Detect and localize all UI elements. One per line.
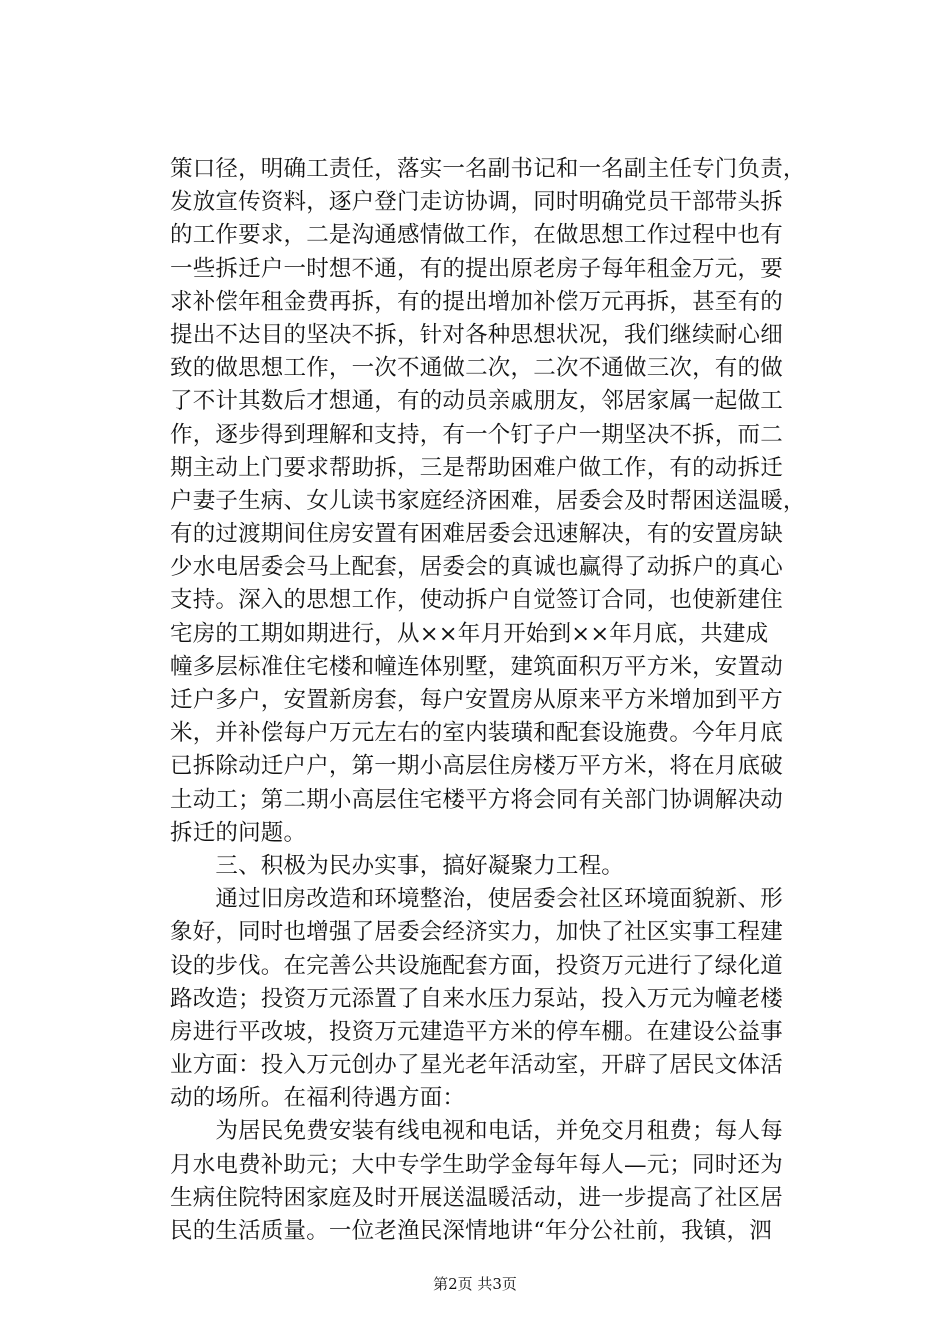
text-line: 期主动上门要求帮助拆，三是帮助困难户做工作，有的动拆迁 <box>170 454 783 481</box>
text-line: 米，并补偿每户万元左右的室内装璜和配套设施费。今年月底 <box>170 720 783 747</box>
text-line: 迁户多户，安置新房套，每户安置房从原来平方米增加到平方 <box>170 687 783 713</box>
text-line: 了不计其数后才想通，有的动员亲戚朋友，邻居家属一起做工 <box>170 388 783 415</box>
text-line: 致的做思想工作，一次不通做二次，二次不通做三次，有的做 <box>170 355 783 382</box>
text-line: 为居民免费安装有线电视和电话，并免交月租费；每人每 <box>170 1118 783 1145</box>
text-line: 的工作要求，二是沟通感情做工作，在做思想工作过程中也有 <box>170 222 783 249</box>
text-line: 路改造；投资万元添置了自来水压力泵站，投入万元为幢老楼 <box>170 985 783 1012</box>
text-line: 已拆除动迁户户，第一期小高层住房楼万平方米，将在月底破 <box>170 753 783 780</box>
text-line: 生病住院特困家庭及时开展送温暖活动，进一步提高了社区居 <box>170 1184 783 1211</box>
text-line: 有的过渡期间住房安置有困难居委会迅速解决，有的安置房缺 <box>170 521 783 548</box>
text-line: 一些拆迁户一时想不通，有的提出原老房子每年租金万元，要 <box>170 255 783 282</box>
text-line: 作，逐步得到理解和支持，有一个钉子户一期坚决不拆，而二 <box>170 421 783 448</box>
text-line: 拆迁的问题。 <box>170 819 307 846</box>
text-line: 求补偿年租金费再拆，有的提出增加补偿万元再拆，甚至有的 <box>170 288 783 315</box>
text-line: 业方面：投入万元创办了星光老年活动室，开辟了居民文体活 <box>170 1052 783 1079</box>
text-line: 少水电居委会马上配套，居委会的真诚也赢得了动拆户的真心 <box>170 554 783 581</box>
text-line: 策口径，明确工责任，落实一名副书记和一名副主任专门负责， <box>170 156 806 182</box>
text-line: 宅房的工期如期进行，从××年月开始到××年月底，共建成 <box>170 620 769 647</box>
text-line: 户妻子生病、女儿读书家庭经济困难，居委会及时帮困送温暖， <box>170 487 806 514</box>
text-line: 三、积极为民办实事，搞好凝聚力工程。 <box>170 852 625 879</box>
text-line: 提出不达目的坚决不拆，针对各种思想状况，我们继续耐心细 <box>170 321 783 348</box>
page-footer: 第2页 共3页 <box>433 1275 517 1293</box>
text-line: 通过旧房改造和环境整治，使居委会社区环境面貌新、形 <box>170 886 783 913</box>
text-line: 月水电费补助元；大中专学生助学金每年每人—元；同时还为 <box>170 1151 783 1178</box>
text-line: 支持。深入的思想工作，使动拆户自觉签订合同，也使新建住 <box>170 587 783 614</box>
text-line: 幢多层标准住宅楼和幢连体别墅，建筑面积万平方米，安置动 <box>170 653 783 680</box>
body-text <box>170 153 830 1248</box>
text-line: 发放宣传资料，逐户登门走访协调，同时明确党员干部带头拆 <box>170 189 783 216</box>
text-line: 设的步伐。在完善公共设施配套方面，投资万元进行了绿化道 <box>170 952 783 979</box>
text-line: 土动工；第二期小高层住宅楼平方将会同有关部门协调解决动 <box>170 786 783 813</box>
text-line: 象好，同时也增强了居委会经济实力，加快了社区实事工程建 <box>170 919 783 946</box>
text-line: 动的场所。在福利待遇方面： <box>170 1085 466 1112</box>
text-line: 民的生活质量。一位老渔民深情地讲“年分公社前，我镇，泗 <box>170 1218 772 1244</box>
text-line: 房进行平改坡，投资万元建造平方米的停车棚。在建设公益事 <box>170 1018 783 1045</box>
